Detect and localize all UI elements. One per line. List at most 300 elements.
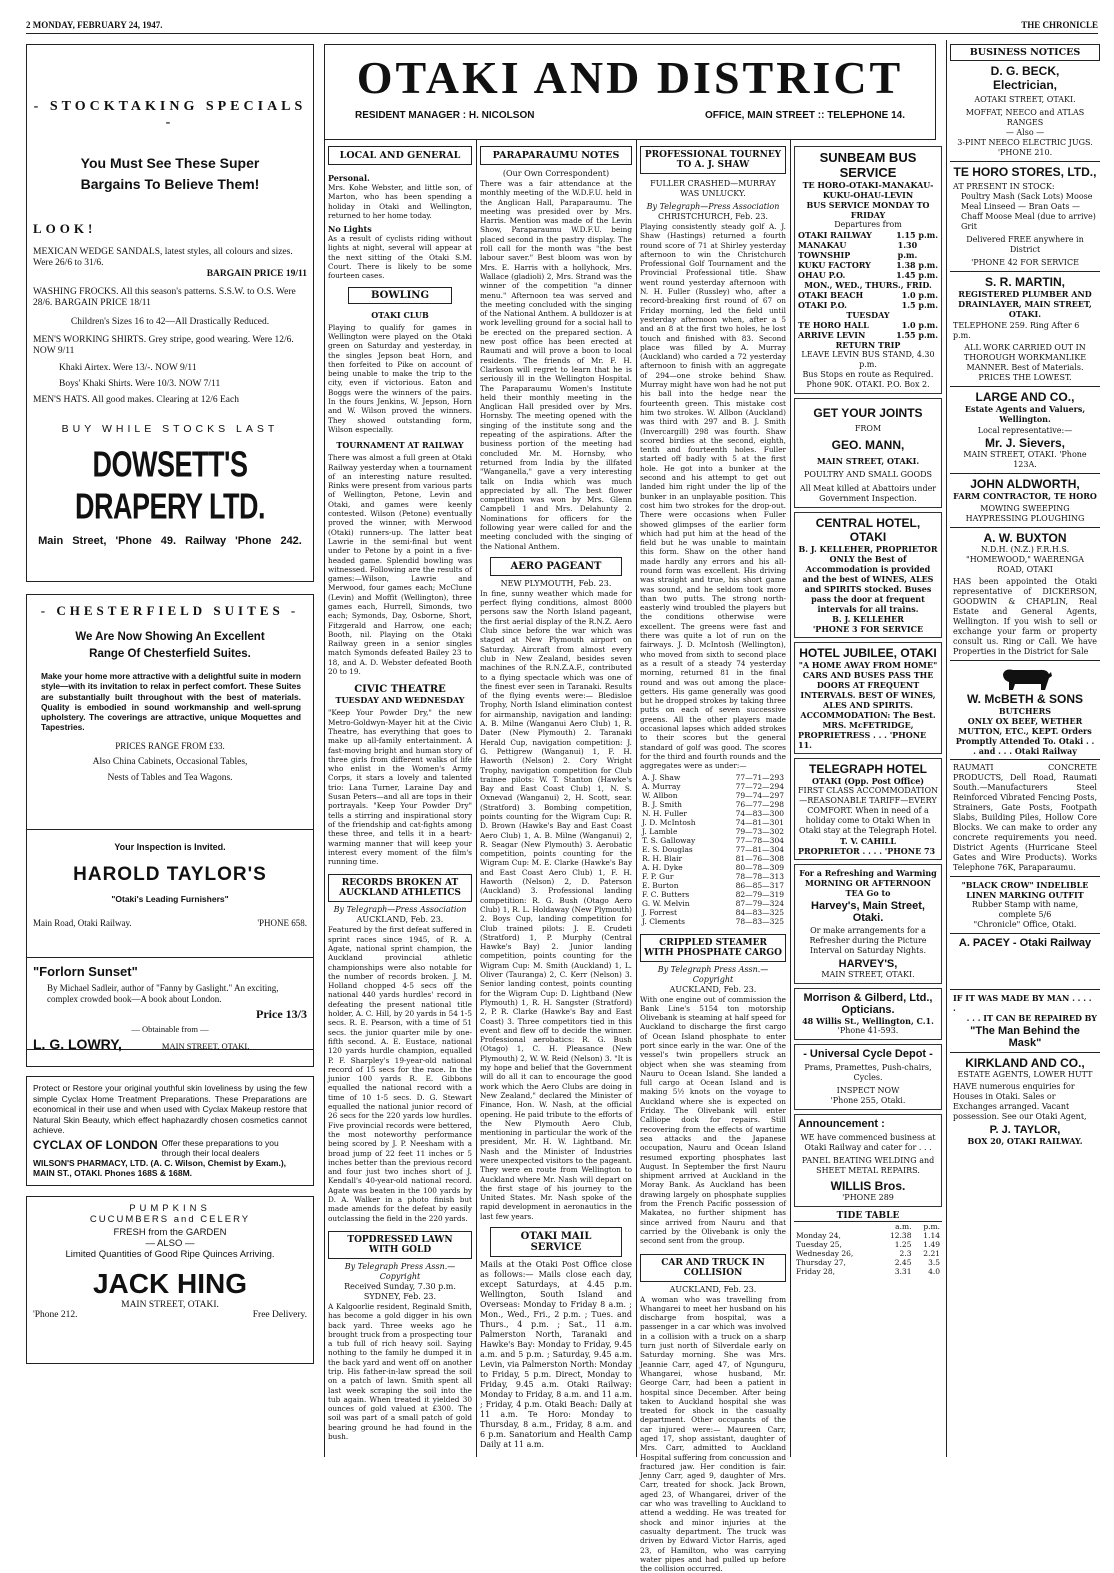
martin-prices: PRICES THE LOWEST. — [978, 373, 1072, 382]
masthead — [324, 44, 936, 140]
cycle-phone: 'Phone 255, Otaki. — [830, 1096, 906, 1105]
tide-row-cell: 2.21 — [923, 1249, 940, 1258]
tide-row-cell: 4.0 — [928, 1267, 940, 1276]
sunbeam-mwtf: MON., WED., THURS., FRID. — [804, 280, 932, 290]
bus-time-row — [798, 270, 938, 280]
jack-hing-ad — [26, 1196, 314, 1364]
golf-score-row-cell: 84—83—325 — [735, 907, 784, 917]
mask-line2: . . . IT CAN BE REPAIRED BY — [966, 1013, 1097, 1023]
martin-trade: REGISTERED PLUMBER AND DRAINLAYER, MAIN STREET, OTAKI. — [958, 289, 1092, 319]
hing-delivery: Free Delivery. — [252, 1310, 307, 1320]
tehoro-stores-ad — [950, 162, 1100, 272]
kirkland-name: KIRKLAND AND CO., — [965, 1056, 1085, 1070]
large-trade: Estate Agents and Valuers, Wellington. — [964, 404, 1086, 424]
golf-score-row-cell: 77—71—293 — [735, 772, 784, 782]
golf-score-row-cell: 78—83—325 — [735, 916, 784, 926]
records-by: By Telegraph—Press Association — [333, 905, 467, 915]
records-date: AUCKLAND, Feb. 23. — [356, 915, 444, 925]
sunset-obtain: — Obtainable from — — [131, 1024, 209, 1034]
aero-text: In fine, sunny weather which made for perfect flying conditions, almost 8000 persons saw the North Island pageant, the first aerial display of the R.N.Z. Aero Club since before the war which was staged at New Plymouth airport on Saturday. Aircraft from almost every club in New Zealand, besides seven machines of the R.N.Z.A.F., contributed to a flying spectacle which was one of the finest ever seen in Taranaki. Results of the flying events were:— Bledisloe Trophy, North Island elimination contest for airmanship, navigation and landing: A. B. Milne (Wanganui Aero Club) 1, R. Dater (New Plymouth) 2. Taranaki Herald Cup, navigation competition: J. G. Pettigrew (Wanganui) 1, F. H. Haworth (Nelson) 2. Cory Wright Trophy, navigation competition for Club trainee pilots: W. T. Stanton (Hawke's Bay and East Coast Club) 1, N. S. Oxnevad (Wanganui) 2, H. Scott, sear. (Stratford) 3. Bombing competition, points counting for the Wigram Cup: R. D. Brown (Hawke's Bay and East Coast Aero Club) 1, A. B. Milne (Wanganui) 2, R. Seagar (New Plymouth) 3. Aerobatic competition, points counting for the Wigram Cup: M. E. Clarke (Hawke's Bay and East Coast Aero Club) 1, F. H. Haworth (Nelson) 2, D. Paterson (Auckland) 3. Professional landing competition: R. G. Bush (Otago Aero Club) 1, R. L. Holdaway (New Plymouth) 2. Boys Cup, landing competition for Club trained pilots: J. E. Crudeti (Stratford) 1, P. Murphy (Central Hawke's Bay) 2. Junior landing competition, points counting for the Wigram Cup: M. Smith (Auckland) 1, L. Oliver (Tauranga) 2, C. Kerr (Nelson) 3. Senior landing contest, points counting for the Wigram Cup: D. Lightband (New Plymouth) 1, R. H. Sangster (Stratford) 2, P. R. Clarke (Hawke's Bay and East Coast) 3. Three competitors tied in this event and flew off to decide the winner. Professional aerobatics: R. G. Bush (Otago) 1, C. H. Pleasance (New Plymouth) 2, W. W. Reid (Nelson) 3. "It is my hope and belief that the Government will do all it can to encourage the good work which the Aero Clubs are doing in New Zealand," declared the Minister of Finance, Hon. W. Nash, at the official opening. He paid tribute to the efforts of the New Plymouth Aero Club, mentioning in particular the work of the president, Mr. H. W. Lightband. Mr. Nash and the Minister of Industries were unexpected visitors to the pageant. They were en route from Wellington to Auckland where Mr. Nash will depart on the first stage of his journey to the United States. Mr. Nash spoke of the rapid development in aeronautics in the last few years. — [480, 588, 632, 1221]
martin-phone: TELEPHONE 259. Ring After 6 p.m. — [953, 321, 1080, 340]
sunbeam-title: SUNBEAM BUS SERVICE — [819, 150, 917, 180]
martin-name: S. R. MARTIN, — [985, 275, 1065, 289]
lawn-date: SYDNEY, Feb. 23. — [363, 1291, 437, 1301]
jubilee-sub: "A HOME AWAY FROM HOME" — [798, 660, 938, 670]
beck-also: — Also — — [1005, 128, 1045, 137]
golf-score-row — [640, 782, 786, 791]
col-local-ads — [794, 146, 942, 1458]
golf-score-row — [640, 908, 786, 917]
masthead-title: OTAKI AND DISTRICT — [356, 52, 904, 103]
business-heading: BUSINESS NOTICES — [950, 44, 1100, 61]
mail-text: Mails at the Otaki Post Office close as follows:— Mails close each day, except Saturdays, at 4.45 p.m. Wellington, South Island and Overseas: Monday to Friday 8 a.m. ; Mon., Wed., Fri., 2 p.m. ; Tues. and Thurs., 4 p.m. ; Sat., 11 a.m. Palmerston North, Taranaki and Hawke's Bay: Monday to Friday, 9.45 a.m. and 5 p.m. ; Saturday, 9.45 a.m. Levin, via Palmerston North: Monday to Friday, 5 p.m. Direct, Monday to Friday, 9.45 a.m. Otaki Railway: Monday to Friday, 8 a.m. and 11 a.m. ; Friday, 4 p.m. Otaki Beach: Daily at 11 a.m. Te Horo: Monday to Thursday, 8 a.m., Friday, 8 a.m. and 6 p.m. Sanatorium and Health Camp Daily at 11 a.m. — [480, 1260, 632, 1450]
civic-heading: CIVIC THEATRE — [354, 684, 446, 696]
large-rep: Local representative:— — [977, 426, 1073, 435]
car-heading: CAR AND TRUCK IN COLLISION — [640, 1254, 786, 1282]
stocktaking-item: WASHING FROCKS. All this season's patterns. S.S.W. to O.S. Were 28/6. BARGAIN PRICE 18/11 — [33, 287, 296, 308]
tehoro-delivered: Delivered FREE anywhere in District — [966, 235, 1084, 254]
aero-heading: AERO PAGEANT — [490, 557, 622, 576]
tide-head: p.m. — [923, 1222, 940, 1231]
tide-row-cell: 12.38 — [890, 1231, 912, 1240]
golf-score-row — [640, 836, 786, 845]
golf-score-row — [640, 917, 786, 926]
morrison-addr: 48 Willis St., Wellington, C.1. — [802, 1016, 934, 1026]
tide-row — [794, 1267, 942, 1276]
stocktaking-address: Main Street, 'Phone 49. Railway 'Phone 242. — [38, 535, 302, 547]
aldworth-trade: FARM CONTRACTOR, TE HORO — [953, 491, 1097, 501]
golf-score-row-cell: 77—81—304 — [735, 844, 784, 854]
column-rule — [946, 40, 947, 1457]
bus-stop: MANAKAU TOWNSHIP — [798, 240, 851, 260]
personal-text: Mrs. Kohe Webster, and little son, of Marton, who has been spending a holiday in Otaki and Wellington, returned to her home today. — [328, 183, 472, 220]
paraparaumu-corr: (Our Own Correspondent) — [502, 169, 610, 178]
announce-body: WE have commenced business at Otaki Railway and cater for . . . — [800, 1133, 936, 1152]
tide-row-cell: Monday 24, — [796, 1231, 841, 1240]
col-business-notices — [950, 44, 1100, 1458]
universal-cycle-ad — [794, 1044, 942, 1110]
mask-line1: IF IT WAS MADE BY MAN . . . . . — [953, 993, 1092, 1013]
beck-trade: Electrician, — [992, 78, 1058, 92]
cycle-body: Prams, Pramettes, Push-chairs, Cycles. — [804, 1063, 932, 1082]
sunbeam-return: RETURN TRIP — [835, 340, 901, 350]
stocktaking-look: LOOK! — [33, 221, 97, 236]
hing-addr: MAIN STREET, OTAKI. — [121, 1300, 219, 1310]
bus-time: 1.38 p.m. — [896, 260, 938, 270]
crow-body: Rubber Stamp with name, complete 5/6 — [971, 900, 1079, 919]
golf-score-row-cell: 74—83—300 — [735, 808, 784, 818]
nolights-heading: No Lights — [328, 224, 372, 235]
tide-row-cell: 3.31 — [894, 1267, 912, 1276]
golf-score-row-cell: R. H. Blair — [642, 853, 683, 863]
golf-heading: PROFESSIONAL TOURNEY TO A. J. SHAW — [640, 146, 786, 174]
car-text: A woman who was travelling from Whangarei to meet her husband on his discharge from hospital, was a passenger in a car which was involved in a collision with a truck on a sharp turn just north of Silverdale early on Saturday morning. She was Mrs. Jeannie Carr, aged 47, of Ngunguru, Whangarei, whose husband, Mr. George Carr, had been a patient in hospital since December. After being taken to Auckland hospital she was treated for shock in the casualty department. Other occupants of the car injured were:— Maureen Carr, aged 17, shop assistant, daughter of Mrs. Carr, admitted to Auckland Hospital suffering from concussion and fractured jaw. Her condition is fair. Jenny Carr, aged 9, daughter of Mrs. Carr, treated for shock. Jack Brown, aged 23, of Whangarei, driver of the car who was travelling to Auckland to attend a wedding. He was treated for shock and minor injuries at the casualty department. The truck was driven by Edward Victor Harris, aged 23, of Hamilton, who was carrying water pipes and had pulled up before the collision occurred. — [640, 1294, 786, 1573]
beck-jugs: 3-PINT NEECO ELECTRIC JUGS. 'PHONE 210. — [957, 138, 1093, 157]
tehoro-title: TE HORO STORES, LTD., — [953, 165, 1097, 179]
telegraph-owner: T. V. CAHILL — [840, 836, 896, 846]
chesterfield-nests: Nests of Tables and Tea Wagons. — [107, 772, 233, 783]
cycle-inspect: INSPECT NOW — [836, 1086, 900, 1095]
golf-score-row-cell: 87—79—324 — [735, 898, 784, 908]
tide-table — [794, 1211, 942, 1276]
stocktaking-sub: You Must See These Super Bargains To Believe Them! — [80, 155, 260, 192]
bus-time-row — [798, 290, 938, 300]
steamer-by: By Telegraph Press Assn.—Copyright — [657, 964, 769, 984]
buxton-name: A. W. BUXTON — [983, 531, 1067, 545]
golf-score-row — [640, 890, 786, 899]
bus-time: 1.55 p.m. — [896, 330, 938, 340]
bus-time: 1.5 p.m. — [901, 300, 938, 310]
harveys-addr: MAIN STREET, OTAKI. — [821, 970, 915, 979]
telegraph-title: TELEGRAPH HOTEL — [808, 762, 927, 776]
mask-title: "The Man Behind the Mask" — [970, 1025, 1080, 1049]
sunset-book-ad — [26, 957, 314, 1067]
tide-row — [794, 1240, 942, 1249]
morrison-gilberd-ad — [794, 988, 942, 1040]
tide-row-cell: 2.3 — [899, 1249, 912, 1258]
willis-phone: 'PHONE 289 — [842, 1193, 894, 1202]
sunbeam-departs: Departures from — [834, 220, 902, 229]
chesterfield-body: Make your home more attractive with a delightful suite in modern style—with its invitation to relax in perfect comfort. These Suites are substantially built throughout with the best of materials. Quality is embodied in sound workmanship and well-sprung upholstery. The coverings are attractive, unique Moquettes and Tapestries. — [41, 671, 301, 733]
sunbeam-route: TE HORO-OTAKI-MANAKAU-KUKU-OHAU-LEVIN — [802, 180, 934, 200]
local-general-heading: LOCAL AND GENERAL — [328, 146, 472, 165]
stocktaking-price: BARGAIN PRICE 19/11 — [206, 269, 307, 279]
stocktaking-item: Khaki Airtex. Were 13/-. NOW 9/11 — [59, 363, 197, 373]
willis-announcement-ad — [794, 1114, 942, 1207]
jubilee-body: CARS AND BUSES PASS THE DOORS AT FREQUENT INTERVALS. BEST OF WINES, ALES AND SPIRITS. ACCOMMODATION: The Best. — [800, 670, 936, 720]
golf-score-row — [640, 845, 786, 854]
golf-score-row — [640, 872, 786, 881]
stocktaking-shop: DOWSETT'S DRAPERY LTD. — [74, 444, 265, 527]
hing-fresh: FRESH from the GARDEN — [113, 1227, 227, 1238]
golf-date: CHRISTCHURCH, Feb. 23. — [658, 212, 768, 221]
column-rule — [790, 140, 791, 1457]
golf-score-row-cell: N. H. Fuller — [642, 808, 688, 818]
bus-time-row — [798, 300, 938, 310]
paraparaumu-text: There was a fair attendance at the monthly meeting of the W.D.F.U. held in the Anglican Hall, Paraparaumu. The meeting was presided over by Mrs. Harris. Mention was made of the Levin Show, Paraparaumu W.D.F.U. being placed second in the pastry display. The roll call for the month was "the best labour saver." Best bloom was won by Mrs. E. Harris with a hollyhock, Mrs. Wallace (gladioli) 2, Mrs. Strand was the winner of the competition "a dinner menu." Afternoon tea was served and the meeting concluded with the singing of the National Anthem. A bulldozer is at work levelling ground for a social hall to be erected on the prepared section. A new post office has been erected at Raumati and will prove a boon to local residents. The friends of Mr. F. H. Clarkson will regret to learn that he is seriously ill in the Wellington Hospital. The Paraparaumu Women's Institute held their monthly meeting in the Anglican Hall presided over by Mrs. Hornsby. The meeting opened with the singing of the institute song and the repeating of the aspirations. After the business portion of the meeting had concluded Mr. M. Hornsby, who returned from India by the illfated "Wanganella," gave a very interesting talk on India which was much appreciated by all. The best flower competition was won by Mrs. Glenn Campbell 1 and Mrs. Delahunty 2. Nominations for officers for the following year were called for and the meeting concluded with the singing of the National Anthem. — [480, 179, 632, 551]
jubilee-prop: PROPRIETRESS . . . 'PHONE 11. — [798, 730, 927, 750]
mail-heading: OTAKI MAIL SERVICE — [490, 1227, 622, 1257]
cycle-title: - Universal Cycle Depot - — [803, 1048, 933, 1060]
joints-addr: MAIN STREET, OTAKI. — [816, 456, 920, 466]
mcbeth-trade: BUTCHERS — [998, 706, 1052, 716]
kirkland-ad — [950, 1053, 1100, 1149]
hing-phone: 'Phone 212. — [33, 1310, 78, 1320]
bus-time-row — [798, 240, 938, 260]
stocktaking-buy: BUY WHILE STOCKS LAST — [61, 423, 279, 435]
black-crow-ad — [950, 877, 1100, 934]
tehoro-items: Poultry Mash (Sack Lots) Moose Meal Linseed — Bran Oats — Chaff Moose Meal (due to arrive) Grit — [961, 192, 1096, 231]
sunset-price: Price 13/3 — [256, 1007, 307, 1021]
harveys-lead: For a Refreshing and Warming MORNING OR AFTERNOON TEA Go to — [799, 868, 937, 898]
central-body: ONLY the Best of Accommodation is provided and the best of WINES, ALES and SPIRITS stocked. Buses pass the door at frequent intervals for all trains. — [802, 554, 934, 614]
hing-shop: JACK HING — [92, 1268, 247, 1299]
beck-addr: AOTAKI STREET, OTAKI. — [974, 95, 1076, 104]
tide-row-cell: Friday 28, — [796, 1267, 836, 1276]
otaki-club-heading: OTAKI CLUB — [371, 309, 429, 320]
chesterfield-sub: We Are Now Showing An Excellent Range Of Chesterfield Suites. — [75, 631, 265, 660]
tide-row — [794, 1258, 942, 1267]
stocktaking-item: MEXICAN WEDGE SANDALS, latest styles, all colours and sizes. Were 26/6 to 31/6. — [33, 247, 293, 268]
mcbeth-name: W. McBETH & SONS — [966, 692, 1083, 706]
sunbeam-leave: LEAVE LEVIN BUS STAND, 4.30 p.m. — [801, 350, 935, 369]
lawn-by: By Telegraph Press Assn.—Copyright — [344, 1261, 456, 1281]
civic-sub: TUESDAY AND WEDNESDAY — [335, 695, 465, 706]
sunset-body: By Michael Sadleir, author of "Fanny by Gaslight." An exciting, complex crowded book—A book about London. — [47, 983, 279, 1004]
golf-score-row-cell: 74—81—301 — [735, 817, 784, 827]
sunbeam-bus-ad — [794, 146, 942, 394]
tide-row-cell: Wednesday 26, — [796, 1249, 854, 1258]
records-heading: RECORDS BROKEN AT AUCKLAND ATHLETICS — [328, 874, 472, 902]
cyclax-offer: Offer these preparations to you through their local dealers — [161, 1137, 279, 1158]
joints-shop: GEO. MANN, — [831, 438, 905, 452]
morrison-title: Morrison & Gilberd, Ltd., Opticians. — [803, 992, 933, 1016]
kirkland-trade: ESTATE AGENTS, LOWER HUTT — [957, 1070, 1093, 1079]
golf-score-row-cell: J. Clements — [642, 916, 686, 926]
crow-office: "Chronicle" Office, Otaki. — [973, 920, 1077, 929]
tehoro-phone: 'PHONE 42 FOR SERVICE — [971, 258, 1079, 267]
aero-date: NEW PLYMOUTH, Feb. 23. — [500, 578, 612, 588]
bus-stop: OTAKI BEACH — [798, 290, 864, 300]
col-paraparaumu — [480, 146, 632, 1458]
bus-time: 1.30 p.m. — [897, 240, 918, 260]
beck-ad — [950, 61, 1100, 162]
central-phone: 'PHONE 3 FOR SERVICE — [812, 624, 924, 634]
bull-icon — [995, 664, 1055, 692]
page-header-right: THE CHRONICLE — [1021, 20, 1098, 30]
raumati-body: RAUMATI CONCRETE PRODUCTS, Dell Road, Raumati South.—Manufacturers Steel Reinforced Vibrated Fencing Posts, Strainers, Gate Posts, Footpath Slabs, Building Piles, Hollow Core Blocks. We can make to order any concrete requirements you need. District Agents (Hurricane Steel Gates and Wire Products). Works Telephone 76K, Paraparaumu. — [953, 763, 1097, 872]
tehoro-stock: AT PRESENT IN STOCK: — [953, 182, 1055, 191]
golf-score-row — [640, 800, 786, 809]
bus-time-row — [798, 230, 938, 240]
harveys-ad — [794, 864, 942, 984]
large-co-ad — [950, 387, 1100, 474]
announce-services: PANEL BEATING WELDING and SHEET METAL REPAIRS. — [801, 1156, 935, 1175]
geo-mann-ad — [794, 398, 942, 508]
joints-meat: All Meat killed at Abattoirs under Government Inspection. — [799, 484, 937, 503]
bus-stop: OHAU P.O. — [798, 270, 846, 280]
golf-score-row-cell: 78—78—313 — [735, 871, 784, 881]
large-sievers: Mr. J. Sievers, — [984, 436, 1066, 450]
pacey-title: A. PACEY - Otaki Railway — [958, 937, 1092, 949]
tide-row-cell: 2.45 — [894, 1258, 912, 1267]
golf-score-row-cell: F. C. Butters — [642, 889, 690, 899]
mask-ad — [950, 990, 1100, 1053]
bus-stop: OTAKI RAILWAY — [798, 230, 872, 240]
bus-time: 1.0 p.m. — [901, 290, 938, 300]
column-rule — [476, 140, 477, 1457]
golf-score-row-cell: 82—79—319 — [735, 889, 784, 899]
tide-title: TIDE TABLE — [794, 1211, 942, 1222]
golf-score-row-cell: A. J. Shaw — [642, 772, 681, 782]
large-name: LARGE AND CO., — [975, 390, 1075, 404]
joints-from: FROM — [854, 424, 882, 433]
buxton-body: HAS been appointed the Otaki representative of DICKERSON, GOODWIN & CHAPLIN, Real Estate and General Agents, Wellington. If you wish to sell or exchange your farm or property consult us. Ring or Call. We have Properties in the District for Sale — [953, 577, 1097, 656]
bus-stop: KUKU FACTORY — [798, 260, 871, 270]
golf-score-row — [640, 809, 786, 818]
telegraph-body: FIRST CLASS ACCOMMODATION—REASONABLE TARIFF—EVERY COMFORT. When in need of a holiday come to Otaki When in Otaki stay at the Telegraph Hotel. — [798, 786, 938, 835]
chesterfield-tag: "Otaki's Leading Furnishers" — [111, 894, 229, 904]
records-text: Featured by the first defeat suffered in sprint races since 1945, of R. A. Agate, national sprint champion, the Auckland provincial athletic championships were also notable for the number of records broken. J. M. Holland chopped 4-5 secs off the national 440 yards hurdles' record in defeating the present national title holder, A. C. Hill, by 20 yards in 54 1-5 secs. R. E. Pearson, with a time of 51 secs. the junior quarter mile by one-fifth second. A. E. Eustace, national 120 yards hurdle champion, equalled P. F. Sharpley's 19-year-old national record of 15 secs for the race. In the junior 100 yards R. E. Gibbons equalled the national record with a time of 10 1-5 secs. D. G. Stewart equalled the national junior record of 26 secs for the 220 yards low hurdles. Five provincial records were bettered, the most noteworthy performance being scored by J. P. Neesham with a broad jump of 22 feet 11 inches or 5 inches better than the previous record and four just two inches short of J. Kendall's 40-year-old national record. Agate was beaten in the 100 yards by D. A. Walker in a photo finish but made amends for the defeat by easily outclassing the field in the 220 yards. — [328, 925, 472, 1223]
hing-also: — ALSO — — [145, 1238, 195, 1249]
bus-time: 1.45 p.m. — [896, 270, 938, 280]
chesterfield-phone: 'PHONE 658. — [257, 918, 307, 928]
sunbeam-phone: Phone 90K. OTAKI. P.O. Box 2. — [806, 380, 930, 389]
jubilee-owner: MRS. McFETRIDGE, — [822, 720, 914, 730]
golf-score-row-cell: W. Allbon — [642, 790, 678, 800]
golf-score-row-cell: 79—73—302 — [735, 826, 784, 836]
hing-quinces: Limited Quantities of Good Ripe Quinces Arriving. — [65, 1249, 275, 1260]
golf-score-row-cell: 86—85—317 — [735, 880, 784, 890]
golf-score-row — [640, 818, 786, 827]
golf-score-row — [640, 773, 786, 782]
aldworth-services: MOWING SWEEPING HAYPRESSING PLOUGHING — [965, 504, 1085, 523]
golf-score-row-cell: F. P. Gur — [642, 871, 674, 881]
golf-score-row-cell: B. J. Smith — [642, 799, 682, 809]
masthead-manager: RESIDENT MANAGER : H. NICOLSON — [355, 110, 535, 121]
buxton-ad — [950, 528, 1100, 661]
stocktaking-item: MEN'S WORKING SHIRTS. Grey stripe, good wearing. Were 12/6. NOW 9/11 — [33, 335, 294, 356]
sunset-title: "Forlorn Sunset" — [33, 964, 138, 979]
bus-time: 1.0 p.m. — [901, 320, 938, 330]
stocktaking-item: Children's Sizes 16 to 42—All Drastically Reduced. — [70, 317, 270, 327]
col-local-general — [328, 146, 472, 1458]
martin-ad — [950, 272, 1100, 387]
joints-poultry: POULTRY AND SMALL GOODS — [803, 470, 933, 479]
tide-head: a.m. — [895, 1222, 912, 1231]
taylor-addr: BOX 20, OTAKI RAILWAY. — [967, 1136, 1083, 1146]
bus-stop: ARRIVE LEVIN — [798, 330, 866, 340]
golf-score-row-cell: J. Lamble — [642, 826, 678, 836]
golf-score-row-cell: 77—78—304 — [735, 835, 784, 845]
golf-score-row-cell: 77—72—294 — [735, 781, 784, 791]
steamer-heading: CRIPPLED STEAMER WITH PHOSPHATE CARGO — [640, 934, 786, 962]
column-rule — [636, 140, 637, 1457]
aldworth-name: JOHN ALDWORTH, — [970, 477, 1080, 491]
aldworth-ad — [950, 474, 1100, 528]
paraparaumu-heading: PARAPARAUMU NOTES — [480, 146, 632, 165]
cyclax-dealer: WILSON'S PHARMACY, LTD. (A. C. Wilson, Chemist by Exam.), MAIN ST., OTAKI. Phones 168S & 168M. — [33, 1157, 287, 1178]
golf-score-row-cell: 80—78—309 — [735, 862, 784, 872]
pacey-ad — [950, 934, 1100, 990]
sunbeam-stops: Bus Stops en route as Required. — [802, 370, 934, 379]
golf-score-row-cell: G. W. Melvin — [642, 898, 690, 908]
tide-row-cell: 3.5 — [928, 1258, 940, 1267]
steamer-date: AUCKLAND, Feb. 23. — [669, 984, 757, 994]
joints-title: GET YOUR JOINTS — [813, 406, 923, 420]
golf-score-row — [640, 881, 786, 890]
header-rule — [26, 33, 1098, 34]
willis-title: WILLIS Bros. — [830, 1179, 906, 1193]
central-title: CENTRAL HOTEL, OTAKI — [815, 516, 921, 544]
tide-row-cell: 1.14 — [923, 1231, 940, 1240]
harveys-body: Or make arrangements for a Refresher during the Picture Interval on Saturday Nights. — [809, 926, 927, 955]
chesterfield-ad — [26, 594, 314, 830]
crow-title: "BLACK CROW" INDELIBLE LINEN MARKING OUTFIT — [961, 880, 1089, 900]
hing-pumpkins: PUMPKINS — [129, 1203, 211, 1214]
personal-heading: Personal. — [328, 173, 370, 183]
large-addr: MAIN STREET, OTAKI. 'Phone 123A. — [963, 450, 1087, 469]
beck-ranges: MOFFAT, NEECO and ATLAS RANGES — [965, 108, 1085, 127]
raumati-concrete-ad — [950, 760, 1100, 877]
golf-score-row — [640, 791, 786, 800]
lawn-heading: TOPDRESSED LAWN WITH GOLD — [328, 1231, 472, 1259]
beck-name: D. G. BECK, — [990, 64, 1060, 78]
chesterfield-prices: PRICES RANGE FROM £33. — [115, 740, 225, 751]
bus-stop: TE HORO HALL — [798, 320, 869, 330]
bowling-heading: BOWLING — [348, 287, 452, 304]
tide-row-cell: Thursday 27, — [796, 1258, 846, 1267]
otaki-club-text: Playing to qualify for games in Wellington were played on the Otaki green on Saturday and yesterday, in the singles Jepson beat Horn, and then forfeited to Pike on account of being unable to make the trip to the city, even if victorious. Eaton and Boggs were the winners of the pairs. In the fours Jenkins, W. Jepson, Horn and W. Wilson proved the winners. They showed outstanding form, Wilson especially. — [328, 322, 472, 434]
chesterfield-also: Also China Cabinets, Occasional Tables, — [92, 756, 248, 767]
telegraph-addr: OTAKI (Opp. Post Office) — [811, 776, 925, 786]
cyclax-ad — [26, 1076, 314, 1186]
masthead-office: OFFICE, MAIN STREET :: TELEPHONE 14. — [704, 110, 905, 121]
lawn-text: A Kalgoorlie resident, Reginald Smith, has become a gold digger in his own back yard. Three weeks ago he brought truck from a prospecting tour a tub full of rich heavy soil. Saying nothing to the family he dumped it in the back yard and went off on another trip. His father-in-law spread the soil on a patch of lawn. Smith spent all last week scraping the soil into the tub again. When treated it yielded 30 ounces of gold valued at £300. The soil was part of a small patch of gold bearing ground he had found in the bush. — [328, 1301, 472, 1442]
sunbeam-service: BUS SERVICE MONDAY TO FRIDAY — [806, 200, 930, 220]
bus-time: 1.15 p.m. — [896, 230, 938, 240]
bus-stop: OTAKI P.O. — [798, 300, 847, 310]
golf-score-row-cell: T. S. Galloway — [642, 835, 696, 845]
jubilee-title: HOTEL JUBILEE, OTAKI — [799, 646, 937, 660]
golf-text: Playing consistently steady golf A. J. Shaw (Hastings) returned a fourth round score of 71 at Shirley yesterday afternoon to win the Christchurch Professional Golf Tournament and the Provincial Professional title. Shaw went round yesterday afternoon with N. H. Fuller (Russley) who, after a record-breaking first round of 67 on Friday morning, led the field until yesterday afternoon when, after a 5 and an 8 at the first two holes, he lost touch and finished with 83. Second place was filled by A. Murray (Auckland) who carded a 72 yesterday afternoon to finish with an aggregate of 294—one stroke behind Shaw. Murray might have won had he not put his ball into the hedge near the fourteenth green. This mistake cost him two strokes. W. Allbon (Auckland) was third with 297 and B. J. Smith (Invercargill) 298 was fourth. Shaw scored birdies at the second, eighth, tenth and fourteenth holes. Fuller started off badly with 5 at the first hole. He got into a bunker at the second and his attempt to get out landed him right under the lip of the bunker in an unplayable position. This cost him two strokes for the drop-out. There were occasions when Fuller showed glimpses of the earlier form which had put him at the head of the field but he was unable to maintain this form. Shaw on the other hand made hardly any errors and his all-round form was excellent. His driving was straight and true, his short game was sound, and he seldom took more than two putts. The strong north-easterly wind troubled the players but the conditions otherwise were excellent. The greens were fast and there was quite a lot of run on the fairways. J. D. McIntosh (Wellington), who moved from sixth to second place as a result of a steady 74 yesterday morning, returned 81 in the final round and was out among the place-getters. His game generally was good but he dropped strokes by taking three putts on each of seven successive greens. All the other players made occasional lapses which added strokes to their scores but the general standard of golf was good. The scores for the third and fourth rounds and the aggregates were as under:— — [640, 222, 786, 771]
chesterfield-invite: Your Inspection is Invited. — [114, 842, 226, 852]
column-rule — [324, 140, 325, 1457]
cyclax-body: Protect or Restore your original youthful skin loveliness by using the few simple Cyclax Home Treatment Preparations. These Preparations are economical in their use and when used with Cyclax Makeup restore that Natural Skin Beauty, which effect haphazardly chosen cosmetics cannot achieve. — [33, 1083, 307, 1135]
golf-score-row — [640, 827, 786, 836]
sunset-shop: L. G. LOWRY, — [33, 1036, 122, 1052]
tide-row-cell: 1.25 — [894, 1240, 912, 1249]
page-header-left: 2 MONDAY, FEBRUARY 24, 1947. — [26, 20, 163, 30]
car-date: AUCKLAND, Feb. 23. — [669, 1284, 757, 1294]
chesterfield-title: - CHESTERFIELD SUITES - — [40, 603, 300, 618]
harveys-title: Harvey's, Main Street, Otaki. — [811, 900, 925, 924]
golf-score-row-cell: A. Murray — [642, 781, 681, 791]
stocktaking-item: Boys' Khaki Shirts. Were 10/3. NOW 7/11 — [59, 379, 221, 389]
taylor-name: P. J. TAYLOR, — [989, 1124, 1061, 1136]
martin-work: ALL WORK CARRIED OUT IN THOROUGH WORKMANLIKE MANNER. Best of Materials. — [963, 343, 1087, 372]
announce-title: Announcement : — [798, 1118, 885, 1130]
stocktaking-title: - STOCKTAKING SPECIALS - — [33, 99, 307, 130]
golf-score-row-cell: J. Forrest — [642, 907, 677, 917]
tournament-heading: TOURNAMENT AT RAILWAY — [336, 440, 464, 451]
col-golf — [640, 146, 786, 1573]
sunbeam-tues: TUESDAY — [846, 310, 890, 320]
tide-head — [794, 1222, 878, 1231]
golf-score-row — [640, 899, 786, 908]
kirkland-body: HAVE numerous enquiries for Houses in Otaki. Sales or Exchanges arranged. Vacant possession. See our Otaki Agent, — [953, 1082, 1087, 1121]
golf-score-row-cell: 79—74—297 — [735, 790, 784, 800]
tournament-text: There was almost a full green at Otaki Railway yesterday when a tournament of an interesting nature resulted. Rinks were present from various parts of Wellington, Petone, Levin and Otaki, and games were keenly contested. Wilson (Petone) eventually proved the winner, with Merwood (Otaki) runners-up. The latter beat Lawrie in the semi-final but went under to Petone by a point in a five-headed game. Splendid bowling was witnessed. Following are the results of games:—Wilson, Lawrie and Merwood, four games each; McClune (Levin) and Moffit (Wellington), three games each, Hurrell, Simonds, two each; Symonds, Day, Osborne, Short, Fitzgerald and Harrow, one each; Booth, nil. Playing on the Otaki Railway green in a senior singles match Symonds defeated Bailey 23 to 18, and A. D. Webster defeated Booth 20 to 19. — [328, 453, 472, 677]
bus-time-row — [798, 330, 938, 340]
tide-row-cell: 1.49 — [923, 1240, 940, 1249]
tide-row — [794, 1249, 942, 1258]
hotel-jubilee-ad — [794, 642, 942, 754]
sunset-addr: MAIN STREET, OTAKI. — [161, 1041, 250, 1051]
civic-text: "Keep Your Powder Dry," the new Metro-Goldwyn-Mayer hit at the Civic Theatre, has everything that goes to make up all-family entertainment. A fast-moving bright and human story of three girls from different walks of life who enlist in the Women's Army Corps, it stars a lovely and talented trio: Lana Turner, Laraine Day and Susan Peters—and all are tops in their portrayals. "Keep Your Powder Dry" tells a stirring and inspirational story of the friendship and cat-fights among these three, and tells it in a heart-warming manner that will keep your interest every moment of the film's running time. — [328, 708, 472, 867]
golf-score-row-cell: 76—77—298 — [735, 799, 784, 809]
golf-score-row-cell: J. D. McIntosh — [642, 817, 696, 827]
golf-score-row-cell: 81—76—308 — [735, 853, 784, 863]
golf-score-row — [640, 854, 786, 863]
golf-score-row-cell: E. Burton — [642, 880, 679, 890]
telegraph-prop: PROPRIETOR . . . . 'PHONE 73 — [798, 846, 936, 856]
golf-score-row-cell: A. H. Dyke — [642, 862, 683, 872]
central-sig: B. J. KELLEHER — [832, 614, 904, 624]
tide-row-cell: Tuesday 25, — [796, 1240, 842, 1249]
central-hotel-ad — [794, 512, 942, 638]
golf-sub: FULLER CRASHED—MURRAY WAS UNLUCKY. — [650, 179, 776, 198]
